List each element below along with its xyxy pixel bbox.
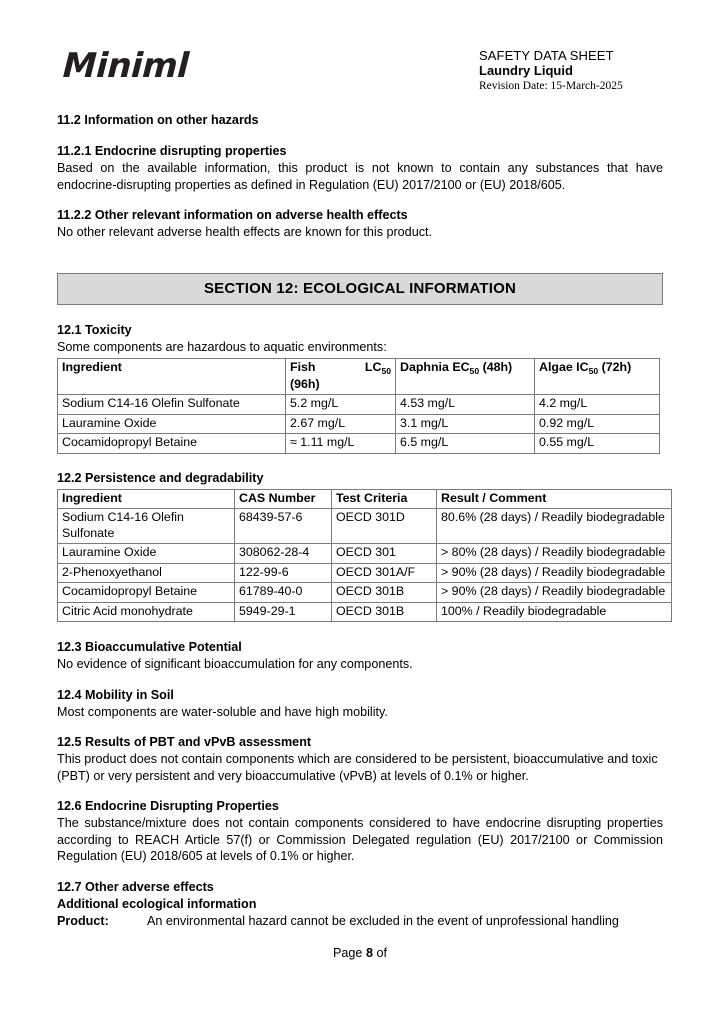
col-ingredient: Ingredient — [58, 489, 235, 509]
table-row — [58, 414, 660, 434]
heading-11-2-2: 11.2.2 Other relevant information on adverse health effects — [57, 208, 408, 222]
product-label: Product: — [57, 913, 109, 928]
cell-ingredient: Lauramine Oxide — [58, 414, 286, 434]
cell-algae: 4.2 mg/L — [535, 395, 660, 415]
footer-page-number: 8 — [365, 946, 373, 960]
document-header — [57, 0, 663, 112]
intro-12-1: Some components are hazardous to aquatic environments: — [57, 339, 387, 354]
sds-title: SAFETY DATA SHEET — [479, 48, 614, 63]
col-fish-lc50: Fish $LC_{50}$ (96h) — [286, 359, 396, 395]
footer-page-prefix: Page — [333, 946, 363, 960]
cell-ingredient: 2-Phenoxyethanol — [58, 563, 235, 583]
cell-fish: ≈ 1.11 mg/L — [286, 434, 396, 454]
col-algae-ic50: Algae $IC_{50}$ (72h) — [535, 359, 660, 395]
cell-test: OECD 301A/F — [332, 563, 437, 583]
revision-date: Revision Date: 15-March-2025 — [479, 80, 623, 92]
table-header-row — [58, 489, 672, 509]
cell-algae: 0.92 mg/L — [535, 414, 660, 434]
cell-test: OECD 301B — [332, 583, 437, 603]
cell-cas: 68439-57-6 — [235, 509, 332, 544]
subheading-12-7: Additional ecological information — [57, 896, 257, 911]
body-12-3: No evidence of significant bioaccumulation for any components. — [57, 657, 413, 671]
table-row — [58, 509, 672, 544]
cell-test: OECD 301B — [332, 602, 437, 622]
toxicity-table — [57, 358, 660, 454]
col-test-criteria: Test Criteria — [332, 489, 437, 509]
table-row — [58, 544, 672, 564]
table-row — [58, 434, 660, 454]
product-name: Laundry Liquid — [479, 63, 573, 78]
heading-12-2: 12.2 Persistence and degradability — [57, 470, 264, 485]
heading-12-5: 12.5 Results of PBT and vPvB assessment — [57, 735, 312, 749]
cell-ingredient: Cocamidopropyl Betaine — [58, 583, 235, 603]
product-hazard-text: An environmental hazard cannot be excluded in the event of unprofessional handling — [147, 913, 619, 928]
body-12-5: This product does not contain components which are considered to be persistent, bioaccumulative and toxic (PBT) or very persistent and very bioaccumulative (vPvB) at levels of 0.1% or higher. — [57, 752, 658, 783]
heading-12-1: 12.1 Toxicity — [57, 322, 132, 337]
cell-fish: 5.2 mg/L — [286, 395, 396, 415]
cell-algae: 0.55 mg/L — [535, 434, 660, 454]
body-11-2-2: No other relevant adverse health effects are known for this product. — [57, 225, 432, 239]
product-hazard-row — [57, 913, 663, 930]
body-11-2-1: Based on the available information, this product is not known to contain any substances that have endocrine-disrupting properties as defined in Regulation (EU) 2017/2100 or (EU) 2018/605. — [57, 161, 663, 192]
table-row — [58, 395, 660, 415]
miniml-logo: Miniml — [61, 46, 190, 86]
heading-12-7: 12.7 Other adverse effects — [57, 879, 214, 894]
cell-cas: 122-99-6 — [235, 563, 332, 583]
cell-result: 100% / Readily biodegradable — [437, 602, 672, 622]
cell-result: > 90% (28 days) / Readily biodegradable — [437, 583, 672, 603]
cell-cas: 308062-28-4 — [235, 544, 332, 564]
section-12-banner: SECTION 12: ECOLOGICAL INFORMATION — [57, 273, 663, 305]
cell-daphnia: 4.53 mg/L — [396, 395, 535, 415]
cell-cas: 5949-29-1 — [235, 602, 332, 622]
footer-page-suffix: of — [376, 946, 387, 960]
cell-ingredient: Citric Acid monohydrate — [58, 602, 235, 622]
heading-11-2: 11.2 Information on other hazards — [57, 113, 259, 127]
page-footer — [0, 946, 720, 960]
body-12-4: Most components are water-soluble and have high mobility. — [57, 704, 388, 719]
cell-daphnia: 6.5 mg/L — [396, 434, 535, 454]
table-row — [58, 563, 672, 583]
cell-daphnia: 3.1 mg/L — [396, 414, 535, 434]
table-row — [58, 583, 672, 603]
cell-test: OECD 301D — [332, 509, 437, 544]
degradability-table — [57, 489, 672, 623]
col-cas-number: CAS Number — [235, 489, 332, 509]
col-ingredient: Ingredient — [58, 359, 286, 395]
cell-test: OECD 301 — [332, 544, 437, 564]
col-daphnia-ec50: Daphnia $EC_{50}$ (48h) — [396, 359, 535, 395]
col-result-comment: Result / Comment — [437, 489, 672, 509]
header-meta — [479, 48, 719, 93]
cell-ingredient: Sodium C14-16 Olefin Sulfonate — [58, 509, 235, 544]
body-12-6: The substance/mixture does not contain components considered to have endocrine disrupting properties according to REACH Article 57(f) or Commission Delegated regulation (EU) 2017/2100 or Commission Regulation (EU) 2018/605 at levels of 0.1% or higher. — [57, 816, 663, 863]
table-header-row — [58, 359, 660, 395]
cell-fish: 2.67 mg/L — [286, 414, 396, 434]
heading-12-4: 12.4 Mobility in Soil — [57, 687, 174, 702]
cell-cas: 61789-40-0 — [235, 583, 332, 603]
cell-ingredient: Lauramine Oxide — [58, 544, 235, 564]
cell-ingredient: Cocamidopropyl Betaine — [58, 434, 286, 454]
heading-12-6: 12.6 Endocrine Disrupting Properties — [57, 799, 279, 813]
cell-result: > 80% (28 days) / Readily biodegradable — [437, 544, 672, 564]
table-row — [58, 602, 672, 622]
heading-11-2-1: 11.2.1 Endocrine disrupting properties — [57, 144, 287, 158]
cell-ingredient: Sodium C14-16 Olefin Sulfonate — [58, 395, 286, 415]
heading-12-3: 12.3 Bioaccumulative Potential — [57, 640, 242, 654]
cell-result: > 90% (28 days) / Readily biodegradable — [437, 563, 672, 583]
cell-result: 80.6% (28 days) / Readily biodegradable — [437, 509, 672, 544]
